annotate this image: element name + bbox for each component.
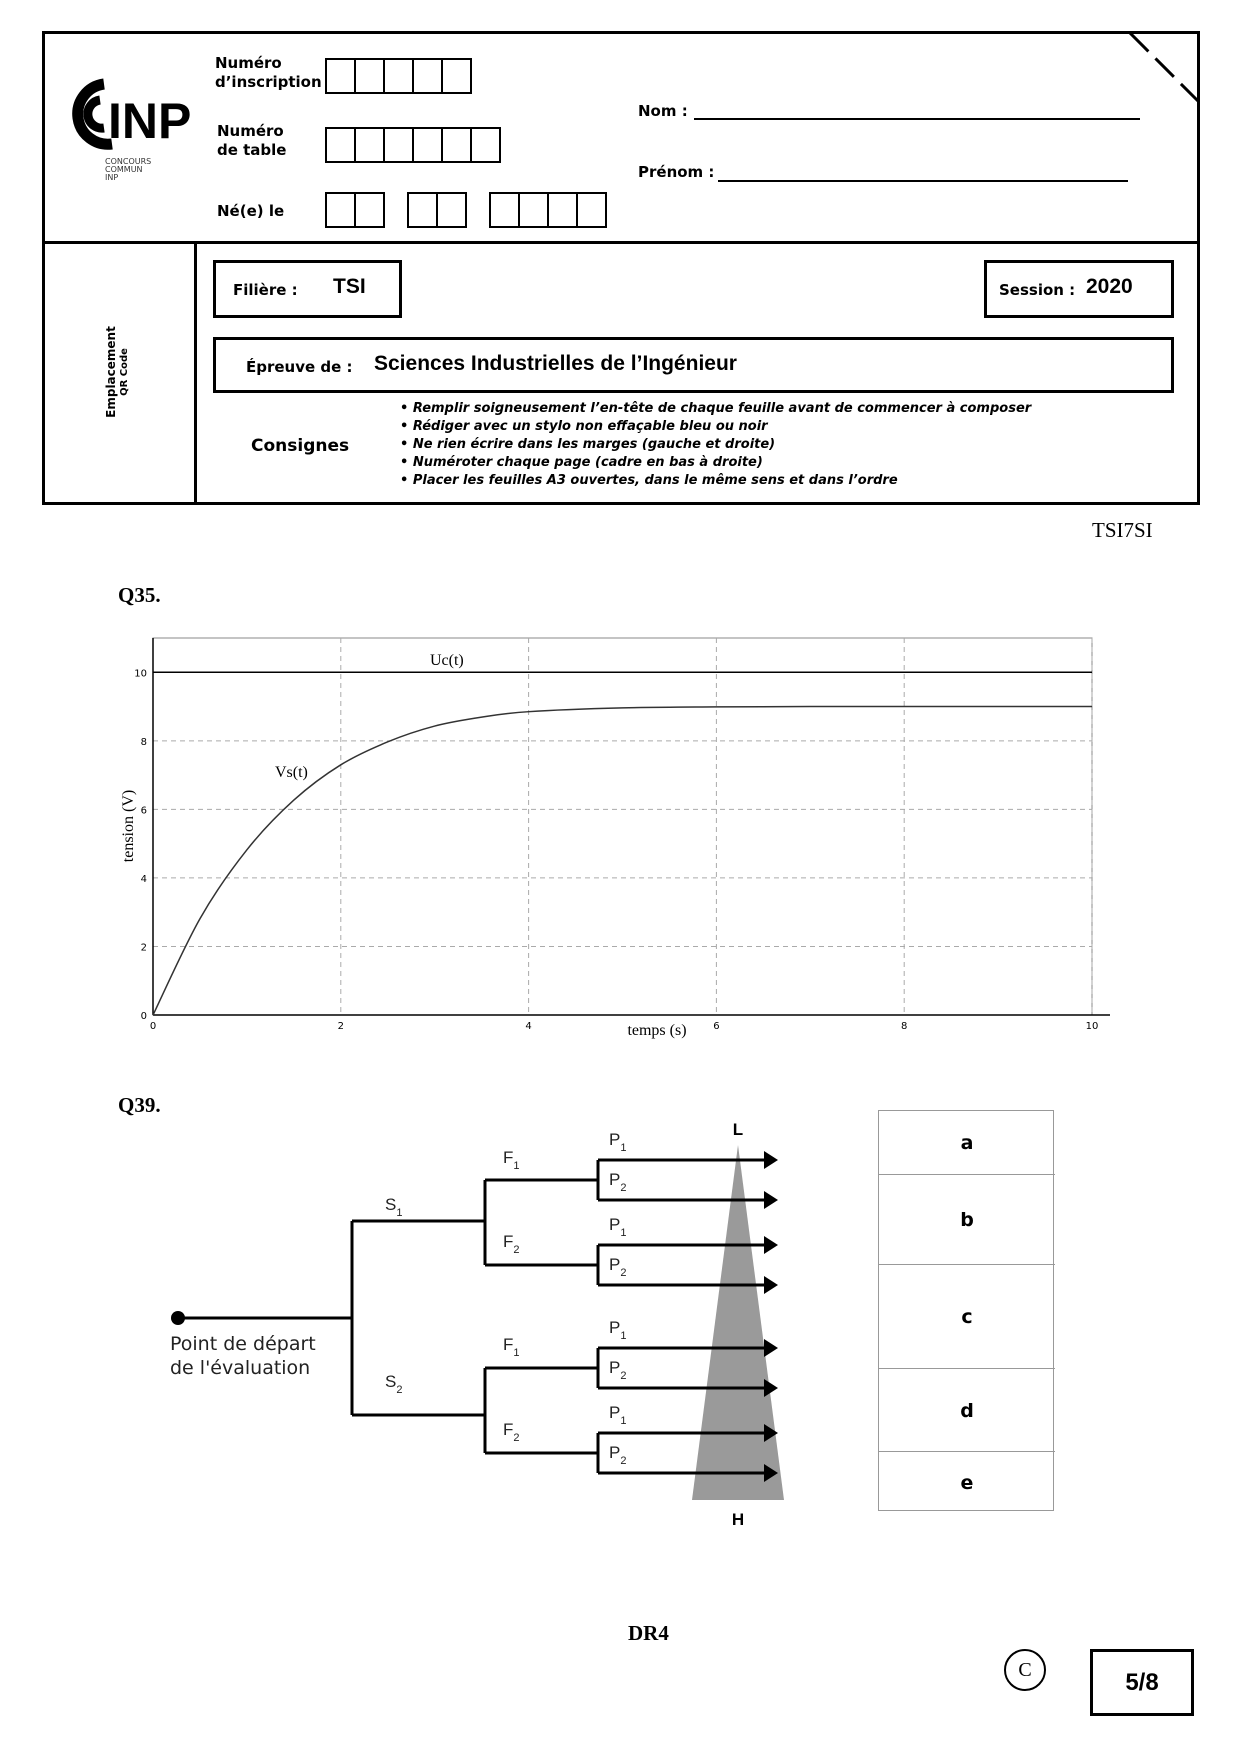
logo-subtitle [105, 158, 151, 182]
consigne-item: • Ne rien écrire dans les marges (gauche et droite) [400, 437, 776, 452]
arrowhead-icon [764, 1339, 778, 1357]
qr-code-placeholder [105, 326, 131, 418]
label-line: Numéro [215, 54, 282, 72]
birth-day-field[interactable] [325, 192, 383, 228]
epreuve-value: Sciences Industrielles de l’Ingénieur [374, 352, 737, 375]
vs-series-line [153, 707, 1092, 1015]
corner-fold-mark [1128, 33, 1200, 105]
qr-label-line: Emplacement [104, 326, 118, 418]
question-label-q39: Q39. [118, 1093, 161, 1117]
x-tick-label: 0 [149, 1021, 157, 1032]
digit-box[interactable] [470, 127, 501, 163]
header-divider [42, 241, 1200, 244]
x-tick-label: 10 [1085, 1021, 1099, 1032]
filiere-box [213, 260, 402, 318]
epreuve-label: Épreuve de : [246, 358, 353, 376]
ne-le-label: Né(e) le [217, 202, 285, 220]
epreuve-box [213, 337, 1174, 393]
numero-table-label [217, 122, 286, 160]
label-line: d’inscription [215, 73, 322, 91]
digit-box[interactable] [441, 127, 472, 163]
digit-box[interactable] [412, 58, 443, 94]
answer-cell-b[interactable]: b [879, 1174, 1055, 1265]
digit-box[interactable] [383, 127, 414, 163]
digit-box[interactable] [489, 192, 520, 228]
qr-label-line: QR Code [119, 348, 130, 396]
digit-box[interactable] [412, 127, 443, 163]
x-tick-label: 8 [901, 1021, 908, 1032]
plot-frame [153, 638, 1092, 1015]
p-label: $P_1$ [609, 1130, 627, 1154]
digit-box[interactable] [436, 192, 467, 228]
top-label-l: L [732, 1120, 744, 1139]
y-tick-label: 8 [140, 736, 147, 748]
session-label: Session : [999, 281, 1076, 299]
f-label: $F_1$ [503, 1148, 520, 1172]
digit-box[interactable] [518, 192, 549, 228]
digit-box[interactable] [325, 127, 356, 163]
logo-subtitle-line: CONCOURS [105, 157, 152, 166]
answer-cell-d[interactable]: d [879, 1368, 1055, 1452]
logo-mark-icon [60, 74, 200, 154]
p-label: $P_2$ [609, 1255, 627, 1279]
digit-box[interactable] [354, 58, 385, 94]
answer-cell-e[interactable]: e [879, 1451, 1055, 1513]
label-line: Numéro [217, 122, 284, 140]
p-label: $P_1$ [609, 1403, 627, 1427]
consigne-item: • Placer les feuilles A3 ouvertes, dans le même sens et dans l’ordre [400, 473, 898, 488]
x-tick-label: 4 [525, 1021, 532, 1032]
logo-subtitle-line: COMMUN [105, 165, 143, 174]
f-label: $F_1$ [503, 1335, 520, 1359]
nom-field[interactable] [694, 118, 1140, 120]
x-tick-label: 6 [713, 1021, 720, 1032]
uc-series-label: Uc(t) [430, 652, 464, 669]
page-number: 5/8 [1090, 1649, 1194, 1716]
x-tick-label: 2 [337, 1021, 344, 1032]
numero-inscription-label [215, 54, 322, 92]
logo-subtitle-line: INP [105, 173, 119, 182]
digit-box[interactable] [407, 192, 438, 228]
nom-label: Nom : [638, 102, 688, 120]
prenom-field[interactable] [718, 180, 1128, 182]
start-label-line: de l'évaluation [170, 1357, 311, 1379]
numero-inscription-field[interactable] [325, 58, 470, 94]
q39-evaluation-tree [160, 1115, 900, 1535]
digit-box[interactable] [576, 192, 607, 228]
digit-box[interactable] [354, 192, 385, 228]
inp-logo [60, 74, 200, 194]
filiere-value: TSI [333, 275, 366, 298]
s1-label: $S_1$ [385, 1195, 403, 1219]
birth-year-field[interactable] [489, 192, 605, 228]
answer-cell-c[interactable]: c [879, 1264, 1055, 1369]
arrowhead-icon [764, 1151, 778, 1169]
document-reference: DR4 [628, 1621, 669, 1645]
y-axis-label: tension (V) [120, 789, 137, 863]
digit-box[interactable] [383, 58, 414, 94]
prenom-label: Prénom : [638, 163, 715, 181]
question-label-q35: Q35. [118, 583, 161, 607]
numero-table-field[interactable] [325, 127, 499, 163]
logo-text: INP [108, 93, 192, 149]
consignes-label: Consignes [251, 436, 350, 456]
p-label: $P_1$ [609, 1318, 627, 1342]
arrowhead-icon [764, 1236, 778, 1254]
digit-box[interactable] [441, 58, 472, 94]
consigne-item: • Rédiger avec un stylo non effaçable bleu ou noir [400, 419, 768, 434]
arrowhead-icon [764, 1191, 778, 1209]
p-label: $P_2$ [609, 1443, 627, 1467]
arrowhead-icon [764, 1276, 778, 1294]
x-axis-label: temps (s) [627, 1022, 687, 1039]
digit-box[interactable] [547, 192, 578, 228]
start-point-icon [171, 1311, 185, 1325]
p-label: $P_2$ [609, 1358, 627, 1382]
s2-label: $S_2$ [385, 1372, 403, 1396]
copyright-icon: C [1004, 1649, 1046, 1691]
filiere-label: Filière : [233, 281, 298, 299]
arrowhead-icon [764, 1379, 778, 1397]
birth-month-field[interactable] [407, 192, 465, 228]
vs-series-label: Vs(t) [275, 764, 308, 781]
y-tick-label: 0 [140, 1011, 147, 1022]
q35-chart [110, 630, 1130, 1050]
digit-box[interactable] [354, 127, 385, 163]
f-label: $F_2$ [503, 1232, 520, 1256]
consigne-item: • Numéroter chaque page (cadre en bas à droite) [400, 455, 763, 470]
p-label: $P_1$ [609, 1215, 627, 1239]
f-label: $F_2$ [503, 1420, 520, 1444]
digit-box[interactable] [325, 192, 356, 228]
answer-table [878, 1110, 1054, 1511]
consignes-list [400, 400, 1031, 490]
session-value: 2020 [1086, 275, 1133, 298]
y-tick-label: 6 [140, 805, 147, 817]
p-label: $P_2$ [609, 1170, 627, 1194]
exam-code: TSI7SI [1092, 518, 1153, 542]
answer-cell-a[interactable]: a [960, 1131, 974, 1154]
consigne-item: • Remplir soigneusement l’en-tête de chaque feuille avant de commencer à composer [400, 401, 1032, 416]
y-tick-label: 2 [140, 942, 147, 954]
qr-divider [194, 241, 197, 505]
start-label-line: Point de départ [170, 1333, 316, 1355]
session-box [984, 260, 1174, 318]
label-line: de table [217, 141, 287, 159]
digit-box[interactable] [325, 58, 356, 94]
bottom-label-h: H [731, 1510, 745, 1529]
y-tick-label: 4 [140, 873, 147, 885]
y-tick-label: 10 [134, 668, 147, 680]
